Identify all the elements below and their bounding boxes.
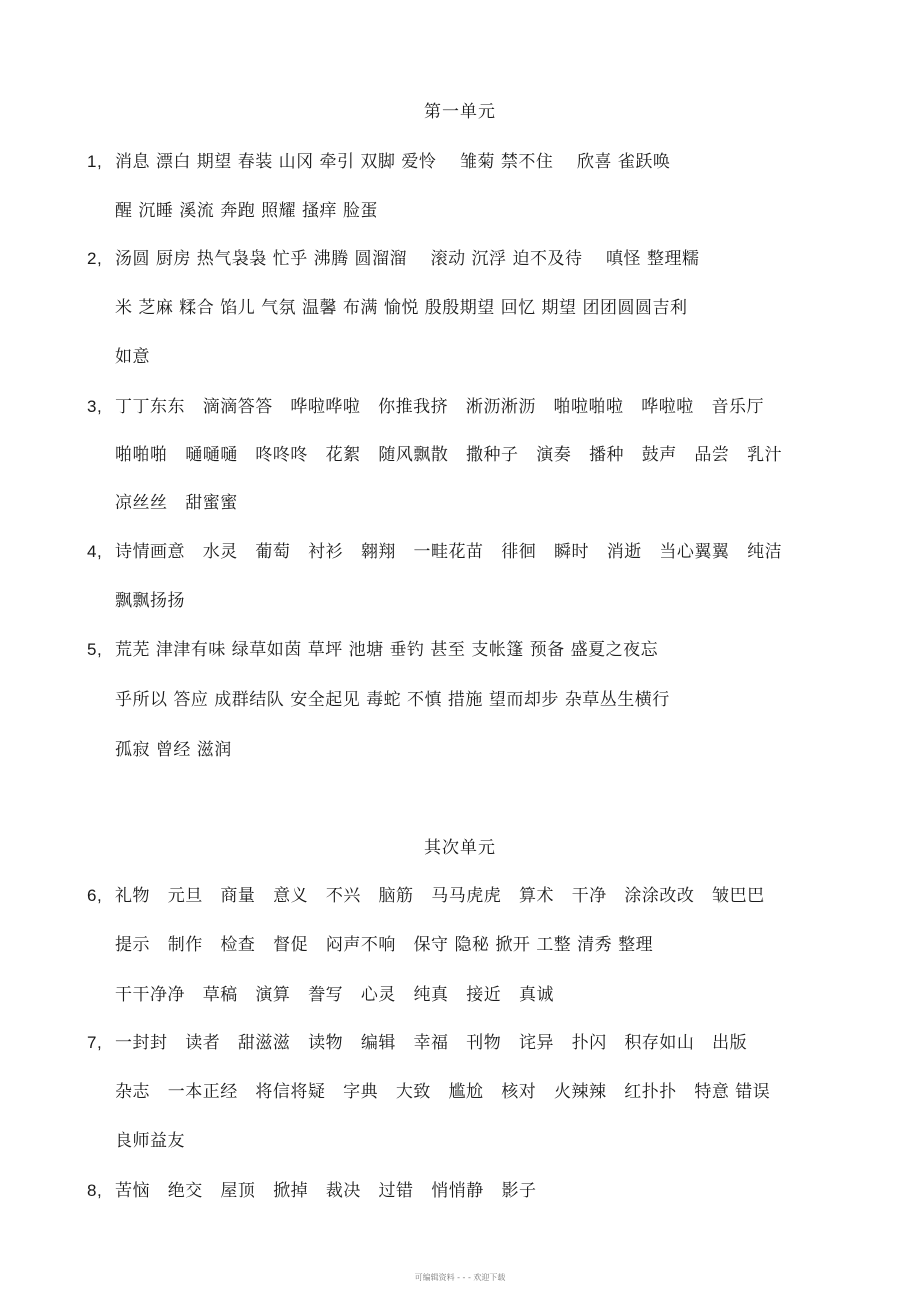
item-2-line-1 — [87, 244, 699, 269]
item-8-line-1 — [87, 1176, 536, 1201]
item-6-line-3: 干干净净 草稿 演算 誊写 心灵 纯真 接近 真诚 — [115, 985, 554, 1005]
vocab-text: 汤圆 厨房 热气袅袅 忙乎 沸腾 圆溜溜 滚动 沉浮 迫不及待 嗔怪 整理糯 — [115, 249, 700, 269]
vocab-text: 荒芜 津津有味 绿草如茵 草坪 池塘 垂钓 甚至 支帐篷 预备 盛夏之夜忘 — [115, 640, 659, 660]
item-4-line-2: 飘飘扬扬 — [115, 591, 185, 611]
item-number: 2, — [87, 249, 103, 268]
vocab-text: 诗情画意 水灵 葡萄 衬衫 翱翔 一畦花苗 徘徊 瞬时 消逝 当心翼翼 纯洁 — [115, 542, 783, 562]
item-6-line-1 — [87, 881, 765, 906]
item-7-line-3: 良师益友 — [115, 1131, 185, 1151]
unit2-title: 其次单元 — [424, 838, 496, 858]
item-number: 3, — [87, 397, 103, 416]
item-number: 4, — [87, 542, 103, 561]
item-1-line-2: 醒 沉睡 溪流 奔跑 照耀 搔痒 脸蛋 — [115, 201, 378, 221]
vocab-text: 消息 漂白 期望 春装 山冈 牵引 双脚 爱怜 雏菊 禁不住 欣喜 雀跃唤 — [115, 152, 671, 172]
item-number: 5, — [87, 640, 103, 659]
item-number: 8, — [87, 1181, 103, 1200]
item-number: 1, — [87, 152, 103, 171]
item-3-line-1 — [87, 392, 764, 417]
item-number: 7, — [87, 1033, 103, 1052]
vocab-text: 丁丁东东 滴滴答答 哗啦哗啦 你推我挤 淅沥淅沥 啪啦啪啦 哗啦啦 音乐厅 — [115, 397, 764, 417]
item-2-line-2: 米 芝麻 糅合 馅儿 气氛 温馨 布满 愉悦 殷殷期望 回忆 期望 团团圆圆吉利 — [115, 298, 688, 318]
item-5-line-3: 孤寂 曾经 滋润 — [115, 740, 232, 760]
item-3-line-3: 凉丝丝 甜蜜蜜 — [115, 493, 238, 513]
item-6-line-2: 提示 制作 检查 督促 闷声不响 保守 隐秘 掀开 工整 清秀 整理 — [115, 935, 654, 955]
vocab-text: 一封封 读者 甜滋滋 读物 编辑 幸福 刊物 诧异 扑闪 积存如山 出版 — [115, 1033, 748, 1053]
item-2-line-3: 如意 — [115, 347, 150, 367]
item-5-line-1 — [87, 635, 658, 660]
vocab-text: 礼物 元旦 商量 意义 不兴 脑筋 马马虎虎 算术 干净 涂涂改改 皱巴巴 — [115, 886, 765, 906]
item-7-line-1 — [87, 1028, 747, 1053]
item-1-line-1 — [87, 147, 670, 172]
item-5-line-2: 乎所以 答应 成群结队 安全起见 毒蛇 不慎 措施 望而却步 杂草丛生横行 — [115, 690, 670, 710]
item-3-line-2: 啪啪啪 嗵嗵嗵 咚咚咚 花絮 随风飘散 撒种子 演奏 播种 鼓声 品尝 乳汁 — [115, 445, 783, 465]
item-7-line-2: 杂志 一本正经 将信将疑 字典 大致 尴尬 核对 火辣辣 红扑扑 特意 错误 — [115, 1082, 771, 1102]
item-4-line-1 — [87, 537, 782, 562]
vocab-text: 苦恼 绝交 屋顶 掀掉 裁决 过错 悄悄静 影子 — [115, 1181, 537, 1201]
unit1-title: 第一单元 — [424, 102, 496, 122]
item-number: 6, — [87, 886, 103, 905]
page-footer: 可编辑资料 - - - 欢迎下载 — [414, 1273, 506, 1282]
